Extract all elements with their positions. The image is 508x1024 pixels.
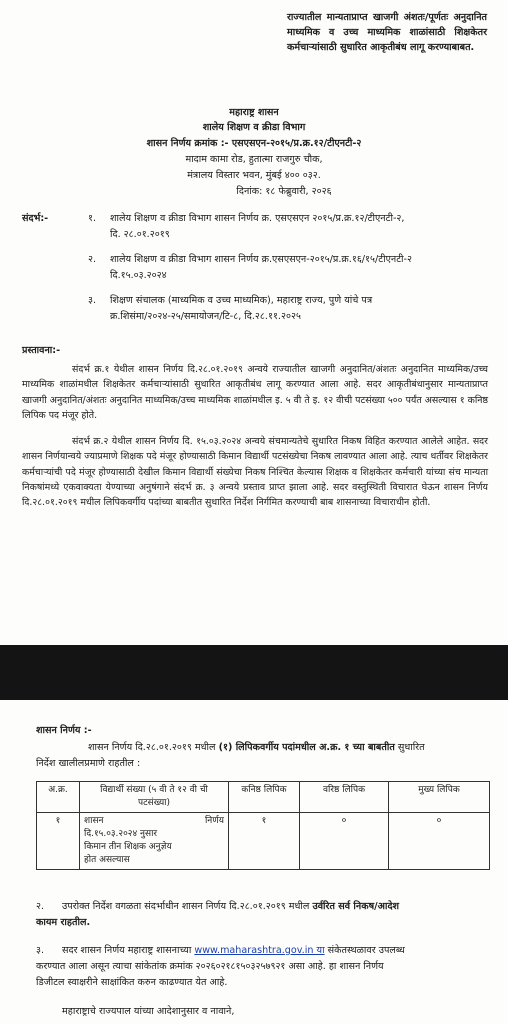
decision-intro-rest: सुधारित [394,742,425,753]
reference-3-line1: शिक्षण संचालक (माध्यमिक व उच्च माध्यमिक), महाराष्ट्र राज्य, पुणे यांचे पत्र [110,295,373,306]
col-header-junior-clerk: कनिष्ठ लिपिक [229,782,300,813]
preamble-paragraph-1: संदर्भ क्र.१ येथील शासन निर्णय दि.२८.०१.२०१९ अन्वये राज्यातील खाजगी अनुदानित/अंशतः अनुदानित माध्यमिक/उच्च माध्यमिक शाळांमधील शिक्षकेतर कर्मचाऱ्यांसाठी सुधारित आकृतीबंध लागू करण्यात आला आहे. सदर आकृतीबंधानुसार मान्यताप्राप्त खाजगी अनुदानित/अंशतः अनुदानित माध्यमिक/उच्च माध्यमिक शाळांमधील इ. ५ वी ते इ. १२ वीची पटसंख्या ५०० पर्यंत असल्यास १ कनिष्ठ लिपिक पद मंजूर होते. [22,364,488,421]
reference-2-num: २. [88,254,97,265]
reference-3-line2: क्र.शिसंमा/२०२४-२५/समायोजन/टि-८, दि.२८.११.२०२५ [110,311,301,322]
reference-2-line2: दि.१५.०३.२०२४ [110,270,167,281]
clerk-posts-table [36,781,490,870]
cell-students-word1: शासन [84,816,104,826]
reference-3-num: ३. [88,295,97,306]
closing-line: महाराष्ट्राचे राज्यपाल यांच्या आदेशानुसार व नावाने, [62,1006,235,1017]
decision-intro-bold: (१) लिपिकवर्गीय पदांमधील अ.क्र. १ च्या बाबतीत [218,742,395,753]
reference-1-line2: दि. २८.०१.२०१९ [110,229,170,240]
point-3-line3: डिजीटल स्वाक्षरीने साक्षांकित करुन काढण्यात येत आहे. [36,977,228,988]
header-address-2: मंत्रालय विस्तार भवन, मुंबई ४०० ०३२. [187,170,321,181]
point-3-num: ३. [36,945,45,956]
cell-serial: १ [37,813,80,870]
header-date: दिनांक: १८ फेब्रुवारी, २०२६ [236,186,332,197]
header-department: शालेय शिक्षण व क्रीडा विभाग [202,122,306,133]
references-label: संदर्भ:- [22,213,49,224]
website-link[interactable]: www.maharashtra.gov.in या [194,945,325,956]
document-page-2 [0,700,508,1024]
cell-students-line3: किमान तीन शिक्षक अनुज्ञेय [84,842,172,852]
preamble-paragraph-2: संदर्भ क्र.२ येथील शासन निर्णय दि. १५.०३.२०२४ अन्वये संचमान्यतेचे सुधारित निकष विहित करण्यात आलेले आहेत. सदर शासन निर्णयान्वये ज्याप्रमाणे शिक्षक पदे मंजूर होण्यासाठी किमान विद्यार्थी पटसंख्येचा निकष लावण्यात आला आहे. त्याच धर्तीवर शिक्षकेतर कर्मचाऱ्यांची पदे मंजूर होण्यासाठी देखील किमान विद्यार्थी संख्येचा निकष निश्चित केल्यास शिक्षक व शिक्षकेतर कर्मचारी यांच्या संच मान्यता निकषांमध्ये एकवाक्यता येण्याच्या अनुषंगाने संदर्भ क्र. ३ अन्वये प्रस्ताव प्राप्त झाला आहे. सदर वस्तुस्थिती विचारात घेऊन शासन निर्णय दि.२८.०१.२०१९ मधील लिपिकवर्गीय पदांच्या बाबतीत सुधारित निर्देश निर्गमित करण्याची बाब शासनाच्या विचाराधीन होती. [22,436,488,509]
decision-intro-line1 [88,741,425,755]
col-header-students: विद्यार्थी संख्या (५ वी ते १२ वी ची पटसंख्या) [80,782,229,813]
point-3-line1 [62,944,405,958]
col-header-serial: अ.क्र. [37,782,80,813]
point-3-line2: करण्यात आला असून त्याचा सांकेतांक क्रमांक २०२६०२१८१५०३२५७९२१ असा आहे. हा शासन निर्णय [36,961,384,972]
point-2-line2: कायम राहतील. [36,917,91,928]
point-2-normal: उपरोक्त निर्देश वगळता संदर्भाधीन शासन निर्णय दि.२८.०१.२०१९ मधील [62,901,313,912]
cell-students-line4: होत असल्यास [84,855,130,865]
table-header-row [37,782,490,813]
cell-students [80,813,229,870]
point-3-post: संकेतस्थळावर उपलब्ध [324,945,405,956]
cell-senior-clerk: ० [300,813,389,870]
reference-1-num: १. [88,213,97,224]
point-2-line1 [62,900,399,914]
point-2-num: २. [36,901,45,912]
decision-intro-normal: शासन निर्णय दि.२८.०१.२०१९ मधील [88,742,219,753]
col-header-senior-clerk: वरिष्ठ लिपिक [300,782,389,813]
point-2-bold: उर्वरित सर्व निकष/आदेश [312,901,400,912]
reference-2-line1: शालेय शिक्षण व क्रीडा विभाग शासन निर्णय क्र.एसएसएन-२०१५/प्र.क्र.१६/१५/टीएनटी-२ [110,254,412,265]
cell-students-word2: निर्णय [204,816,224,826]
reference-1-line1: शालेय शिक्षण व क्रीडा विभाग शासन निर्णय क्र. एसएसएन २०१५/प्र.क्र.१२/टीएनटी-२, [110,213,405,224]
point-3-pre: सदर शासन निर्णय महाराष्ट्र शासनाच्या [62,945,195,956]
col-header-head-clerk: मुख्य लिपिक [389,782,490,813]
header-government: महाराष्ट्र शासन [229,107,279,118]
table-row [37,813,490,870]
cell-head-clerk: ० [389,813,490,870]
page-separator [0,645,508,700]
cell-junior-clerk: १ [229,813,300,870]
subject-text: राज्यातील मान्यताप्राप्त खाजगी अंशतः/पूर्णतः अनुदानित माध्यमिक व उच्च माध्यमिक शाळांसाठी शिक्षकेतर कर्मचाऱ्यांसाठी सुधारित आकृतीबंध लागू करण्याबाबत. [287,12,487,53]
header-gr-number: शासन निर्णय क्रमांक :- एसएसएन-२०१५/प्र.क्र.१२/टीएनटी-२ [146,138,362,149]
header-address-1: मादाम कामा रोड, हुतात्मा राजगुरु चौक, [185,154,323,165]
cell-students-line2: दि.१५.०३.२०२४ नुसार [84,829,158,839]
preamble-heading: प्रस्तावना:- [22,345,61,356]
decision-intro-line2: निर्देश खालीलप्रमाणे राहतील : [36,758,141,769]
decision-heading: शासन निर्णय :- [36,725,92,736]
